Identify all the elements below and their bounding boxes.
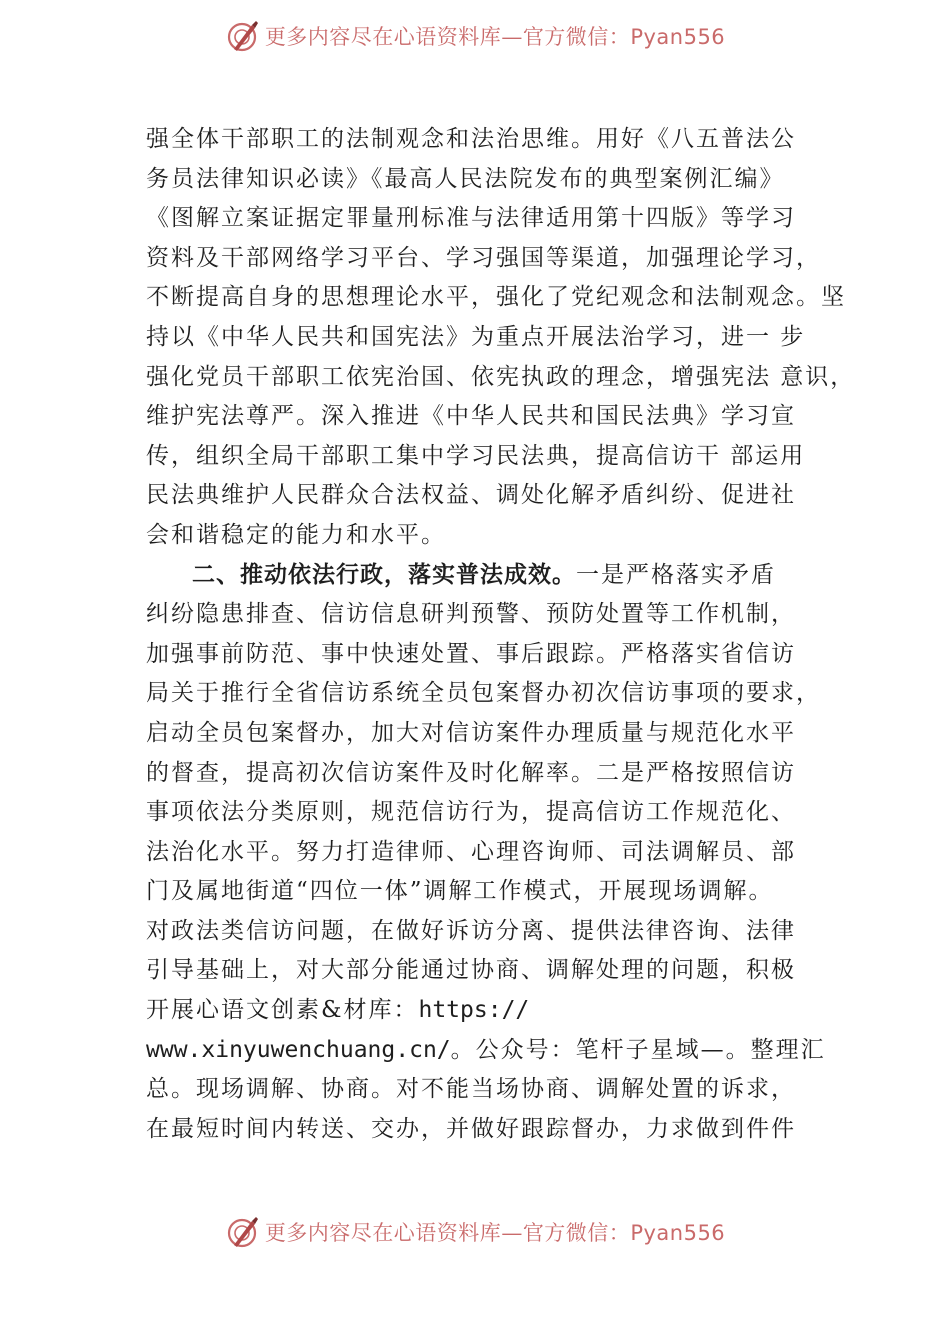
section-heading-line <box>146 556 846 596</box>
wechat-id: Pyan556 <box>630 25 726 49</box>
text-line: 在最短时间内转送、交办，并做好跟踪督办，力求做到件件 <box>146 1115 796 1142</box>
text-line: 民法典维护人民群众合法权益、调处化解矛盾纠纷、促进社 <box>146 482 796 509</box>
text-line: 强全体干部职工的法制观念和法治思维。用好《八五普法公 <box>146 126 796 152</box>
text-line: 总。现场调解、协商。对不能当场协商、调解处置的诉求， <box>146 1076 796 1103</box>
url-text: www.xinyuwenchuang.cn/ <box>146 1036 451 1063</box>
text-line: 加强事前防范、事中快速处置、事后跟踪。严格落实省信访 <box>146 640 796 667</box>
text-line: 传，组织全局干部职工集中学习民法典，提高信访干 部运用 <box>146 442 806 469</box>
section-heading: 二、推动依法行政，落实普法成效。 <box>192 561 576 588</box>
text-line: 会和谐稳定的能力和水平。 <box>146 521 446 548</box>
document-body <box>146 120 856 1149</box>
text-line: 不断提高自身的思想理论水平，强化了党纪观念和法制观念。坚 <box>146 284 846 311</box>
section-lead-text: 一是严格落实矛盾 <box>576 561 776 588</box>
url-fragment: https:// <box>418 997 530 1024</box>
text-line: www.xinyuwenchuang.cn/。公众号：笔杆子星域—。整理汇 <box>146 1036 826 1063</box>
text-line: 持以《中华人民共和国宪法》为重点开展法治学习，进一 步 <box>146 323 806 350</box>
text-line: 强化党员干部职工依宪治国、依宪执政的理念，增强宪法 意识， <box>146 363 856 390</box>
text-line: 引导基础上，对大部分能通过协商、调解处理的问题，积极 <box>146 957 796 984</box>
text-line: 门及属地街道“四位一体”调解工作模式，开展现场调解。 <box>146 878 774 905</box>
wechat-id: Pyan556 <box>630 1221 726 1245</box>
text-line: 资料及干部网络学习平台、学习强国等渠道，加强理论学习， <box>146 244 821 271</box>
header-banner <box>0 14 950 58</box>
header-banner-text: 更多内容尽在心语资料库—官方微信：Pyan556 <box>264 25 726 49</box>
footer-banner-text: 更多内容尽在心语资料库—官方微信：Pyan556 <box>264 1221 726 1245</box>
pen-logo-icon <box>225 1215 259 1249</box>
text-line: 启动全员包案督办，加大对信访案件办理质量与规范化水平 <box>146 719 796 746</box>
text-line: 法治化水平。努力打造律师、心理咨询师、司法调解员、部 <box>146 838 796 865</box>
text-line: 《图解立案证据定罪量刑标准与法律适用第十四版》等学习 <box>146 205 796 232</box>
text-line: 的督查，提高初次信访案件及时化解率。二是严格按照信访 <box>146 759 796 786</box>
text-line: 对政法类信访问题，在做好诉访分离、提供法律咨询、法律 <box>146 917 796 944</box>
text-line: 局关于推行全省信访系统全员包案督办初次信访事项的要求， <box>146 680 821 707</box>
text-line: 务员法律知识必读》《最高人民法院发布的典型案例汇编》 <box>146 165 785 192</box>
text-line: 维护宪法尊严。深入推进《中华人民共和国民法典》学习宣 <box>146 403 796 430</box>
footer-banner <box>0 1210 950 1254</box>
text-line: 纠纷隐患排查、信访信息研判预警、预防处置等工作机制， <box>146 601 796 628</box>
pen-logo-icon <box>225 19 259 53</box>
text-line: 事项依法分类原则，规范信访行为，提高信访工作规范化、 <box>146 799 796 826</box>
text-line: 开展心语文创素&材库：https:// <box>146 997 530 1024</box>
